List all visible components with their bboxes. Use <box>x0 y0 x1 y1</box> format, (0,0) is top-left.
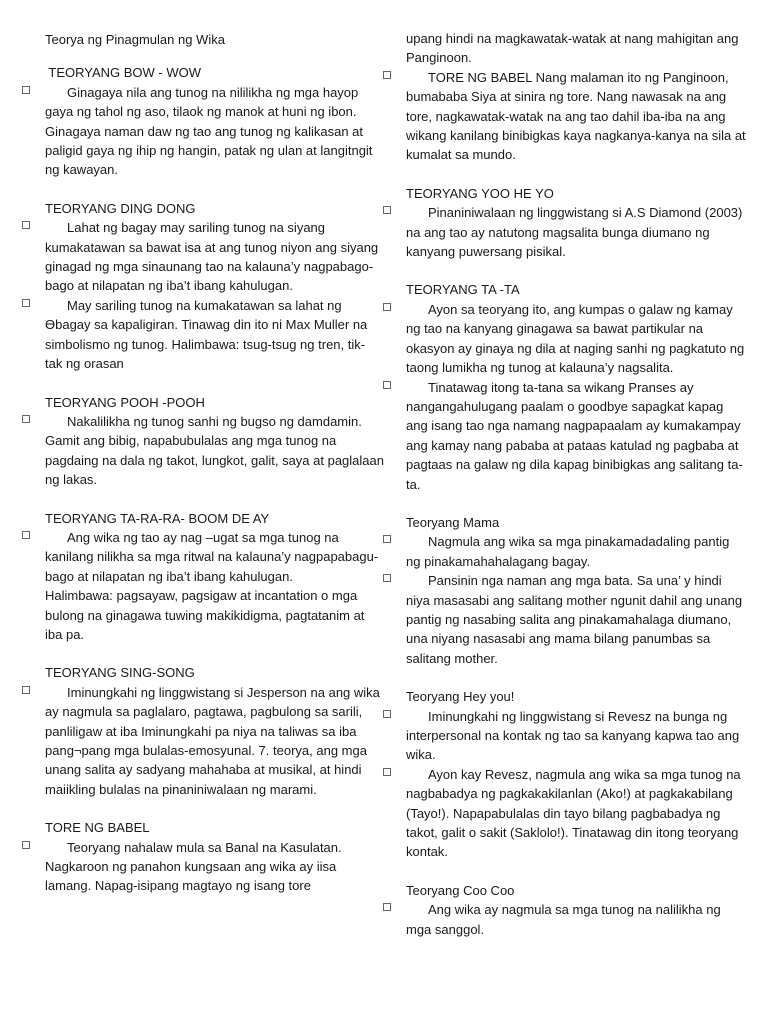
bullet-icon <box>22 531 30 539</box>
bullet-icon <box>22 686 30 694</box>
bullet-icon <box>383 71 391 79</box>
paragraph: Tinatawag itong ta-tana sa wikang Pranses ay nangangahulugang paalam o goodbye sapagkat kapag ang isang tao nga namang nagpapaalam ay kumakampay ang kamay nang pababa at pataas katulad ng pagbaba at pagtaas na galaw ng dila kapag binibigkas ang salitang ta-ta. <box>406 378 746 494</box>
bullet-icon <box>22 415 30 423</box>
right-column <box>406 29 746 939</box>
paragraph: Ginagaya nila ang tunog na nililikha ng mga hayop gaya ng tahol ng aso, tilaok ng manok at huni ng ibon. Ginagaya naman daw ng tao ang tunog ng kalikasan at paligid gaya ng ihip ng hangin, patak ng ulan at langitngit ng kawayan. <box>45 83 385 180</box>
paragraph: Ang wika ng tao ay nag –ugat sa mga tunog na kanilang nilikha sa mga ritwal na kalauna’y nagpapabagu-bago at nilapatan ng iba’t ibang kahulugan. <box>45 528 385 586</box>
bullet-icon <box>383 206 391 214</box>
paragraph: Nakalilikha ng tunog sanhi ng bugso ng damdamin. Gamit ang bibig, napabubulalas ang mga tunog na pagdaing na dala ng takot, lungkot, galit, saya at paglalaan ng lakas. <box>45 412 385 490</box>
heading-tore-ng-babel: TORE NG BABEL <box>45 820 150 836</box>
continuation-paragraph: upang hindi na magkawatak-watak at nang mahigitan ang Panginoon. <box>406 31 739 66</box>
paragraph: Nagmula ang wika sa mga pinakamadadaling pantig ng pinakamahahalagang bagay. <box>406 532 746 571</box>
heading-sing-song: TEORYANG SING-SONG <box>45 665 195 681</box>
paragraph: Ayon sa teoryang ito, ang kumpas o galaw ng kamay ng tao na kanyang ginagawa sa bawat partikular na okasyon ay ginaya ng dila at naging sanhi ng pagkatuto ng taong lumikha ng tunog at kalauna’y nagsalita. <box>406 300 746 378</box>
bullet-icon <box>383 710 391 718</box>
paragraph: Iminungkahi ng linggwistang si Jesperson na ang wika ay nagmula sa paglalaro, pagtawa, pagbulong sa sarili, panliligaw at iba Iminungkahi pa niya na taliwas sa iba pang¬pang mga bulalas-emosyunal. 7. teorya, ang mga unang salita ay sadyang mahahaba at musikal, at hindi maiikling bulalas na pinaniniwalaan ng marami. <box>45 683 385 799</box>
bullet-icon <box>383 303 391 311</box>
paragraph: Lahat ng bagay may sariling tunog na siyang kumakatawan sa bawat isa at ang tunog niyon ang siyang ginagad ng mga sinaunang tao na kalauna’y nagpabago-bago at nilapatan ng iba’t ibang kahulugan. <box>45 218 385 296</box>
heading-coo-coo: Teoryang Coo Coo <box>406 882 515 898</box>
paragraph: May sariling tunog na kumakatawan sa lahat ng ϴbagay sa kapaligiran. Tinawag din ito ni Max Muller na simbolismo ng tunog. Halimbawa: tsug-tsug ng tren, tik- tak ng orasan <box>45 296 385 374</box>
document-title: Teorya ng Pinagmulan ng Wika <box>45 32 225 47</box>
example-paragraph: Halimbawa: pagsayaw, pagsigaw at incantation o mga bulong na ginagawa tuwing makikidigma, pagtatanim at iba pa. <box>45 588 365 642</box>
paragraph: Pansinin nga naman ang mga bata. Sa una’ y hindi niya masasabi ang salitang mother ngunit dahil ang unang pantig ng nasabing salita ang pinakamahalaga diumano, una niyang nasasabi ang mama bilang panumbas sa salitang mother. <box>406 571 746 668</box>
heading-hey-you: Teoryang Hey you! <box>406 689 515 705</box>
bullet-icon <box>22 299 30 307</box>
paragraph: Pinaniniwalaan ng linggwistang si A.S Diamond (2003) na ang tao ay natutong magsalita bunga diumano ng kanyang puwersang pisikal. <box>406 203 746 261</box>
heading-ta-ra-ra-boom-de-ay: TEORYANG TA-RA-RA- BOOM DE AY <box>45 510 270 526</box>
heading-ta-ta: TEORYANG TA -TA <box>406 282 520 298</box>
bullet-icon <box>383 768 391 776</box>
bullet-icon <box>383 381 391 389</box>
bullet-icon <box>22 841 30 849</box>
left-column <box>45 30 385 896</box>
bullet-icon <box>22 86 30 94</box>
paragraph: Teoryang nahalaw mula sa Banal na Kasulatan. Nagkaroon ng panahon kungsaan ang wika ay iisa lamang. Napag-isipang magtayo ng isang tore <box>45 838 385 896</box>
paragraph: Ang wika ay nagmula sa mga tunog na nalilikha ng mga sanggol. <box>406 900 746 939</box>
bullet-icon <box>383 903 391 911</box>
paragraph: Ayon kay Revesz, nagmula ang wika sa mga tunog na nagbabadya ng pagkakakilanlan (Ako!) at pagkakabilang (Tayo!). Napapabulalas din tayo bilang pagbabadya ng takot, galit o sakit (Saklolo!). Tinatawag din itong teoryang kontak. <box>406 765 746 862</box>
heading-yoo-he-yo: TEORYANG YOO HE YO <box>406 185 554 201</box>
heading-pooh-pooh: TEORYANG POOH -POOH <box>45 394 205 410</box>
paragraph: TORE NG BABEL Nang malaman ito ng Panginoon, bumababa Siya at sinira ng tore. Nang nawasak na ang tore, nagkawatak-watak na ang tao dahil iba-iba na ang wikang kanilang binibigkas kaya nagkanya-kanya na sila at kumalat sa mundo. <box>406 68 746 165</box>
bullet-icon <box>22 221 30 229</box>
bullet-icon <box>383 574 391 582</box>
heading-mama: Teoryang Mama <box>406 514 500 530</box>
heading-ding-dong: TEORYANG DING DONG <box>45 200 196 216</box>
paragraph: Iminungkahi ng linggwistang si Revesz na bunga ng interpersonal na kontak ng tao sa kanyang kapwa tao ang wika. <box>406 707 746 765</box>
heading-bow-wow: TEORYANG BOW - WOW <box>45 65 201 81</box>
bullet-icon <box>383 535 391 543</box>
